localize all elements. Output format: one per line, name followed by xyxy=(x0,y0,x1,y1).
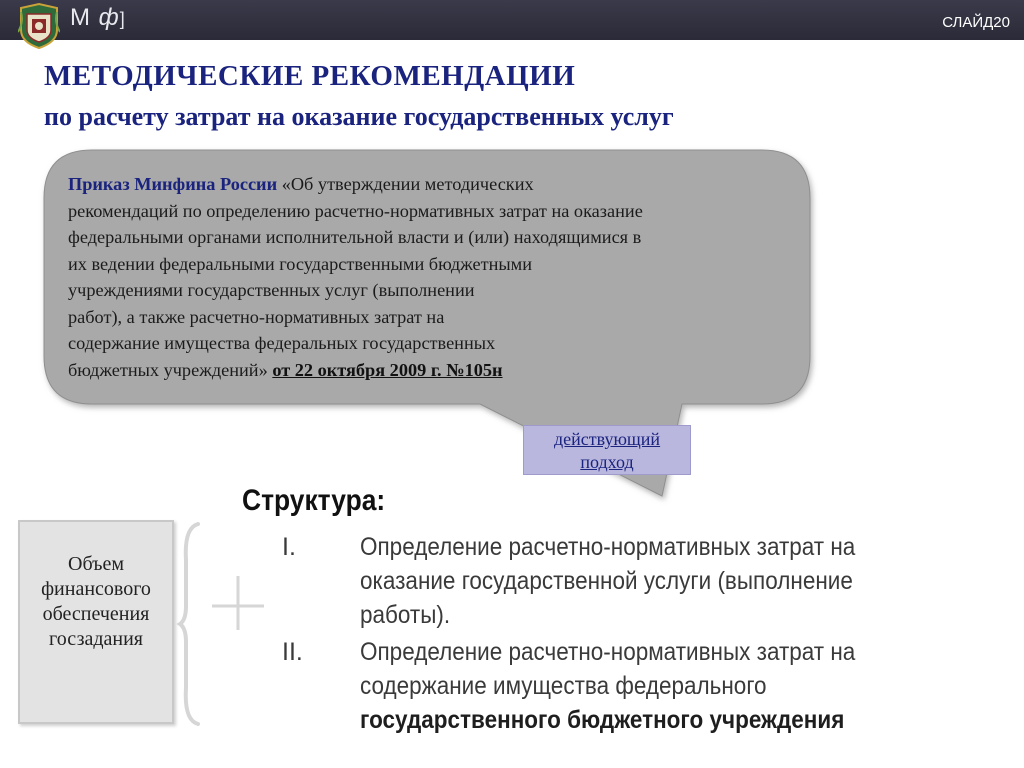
brand-tail: ] xyxy=(119,9,126,29)
page-subtitle: по расчету затрат на оказание государственных услуг xyxy=(44,102,674,131)
order-title: Приказ Минфина России xyxy=(68,174,278,194)
current-approach-tag[interactable] xyxy=(523,425,691,475)
bubble-line: их ведении федеральными государственными бюджетными xyxy=(68,253,533,274)
box-line: госзадания xyxy=(48,628,143,650)
left-brace-icon xyxy=(180,524,198,724)
bubble-line: федеральными органами исполнительной власти и (или) находящимися в xyxy=(68,227,642,247)
bubble-line: «Об утверждении методических xyxy=(277,174,534,194)
structure-heading: Структура: xyxy=(242,484,386,517)
order-date-link[interactable]: от 22 октября 2009 г. №105н xyxy=(272,359,503,380)
item-text xyxy=(360,635,855,737)
tag-line: действующий xyxy=(553,429,661,449)
brace-group xyxy=(176,520,276,730)
brand-main: М xyxy=(70,4,91,31)
item-line: работы). xyxy=(360,601,451,629)
box-line: обеспечения xyxy=(42,603,150,625)
item-line-bold: государственного бюджетного учреждения xyxy=(360,706,845,734)
item-line: Определение расчетно-нормативных затрат на xyxy=(360,533,856,561)
item-line: Определение расчетно-нормативных затрат на xyxy=(360,638,856,666)
tag-line: подход xyxy=(580,452,634,472)
box-line: финансового xyxy=(41,578,151,600)
brand-italic: ф xyxy=(98,4,120,31)
item-line: содержание имущества федерального xyxy=(360,672,767,700)
bubble-line: рекомендаций по определению расчетно-нормативных затрат на оказание xyxy=(68,200,643,221)
plus-icon xyxy=(212,576,264,630)
bubble-line: бюджетных учреждений» xyxy=(68,359,273,380)
structure-item-2 xyxy=(282,635,982,737)
item-text xyxy=(360,530,855,632)
box-line: Объем xyxy=(68,553,124,575)
bubble-line: работ), а также расчетно-нормативных затрат на xyxy=(68,306,445,327)
bubble-line: учреждениями государственных услуг (выполнении xyxy=(68,280,475,300)
page-title: МЕТОДИЧЕСКИЕ РЕКОМЕНДАЦИИ xyxy=(44,60,576,92)
item-number: I. xyxy=(282,533,296,561)
slide-number: СЛАЙД20 xyxy=(942,14,1010,31)
funding-volume-box xyxy=(18,520,174,724)
item-line: оказание государственной услуги (выполнение xyxy=(360,567,853,595)
order-description xyxy=(68,171,790,383)
item-number: II. xyxy=(282,638,303,666)
structure-item-1 xyxy=(282,530,982,632)
bubble-line: содержание имущества федеральных государственных xyxy=(68,333,496,353)
